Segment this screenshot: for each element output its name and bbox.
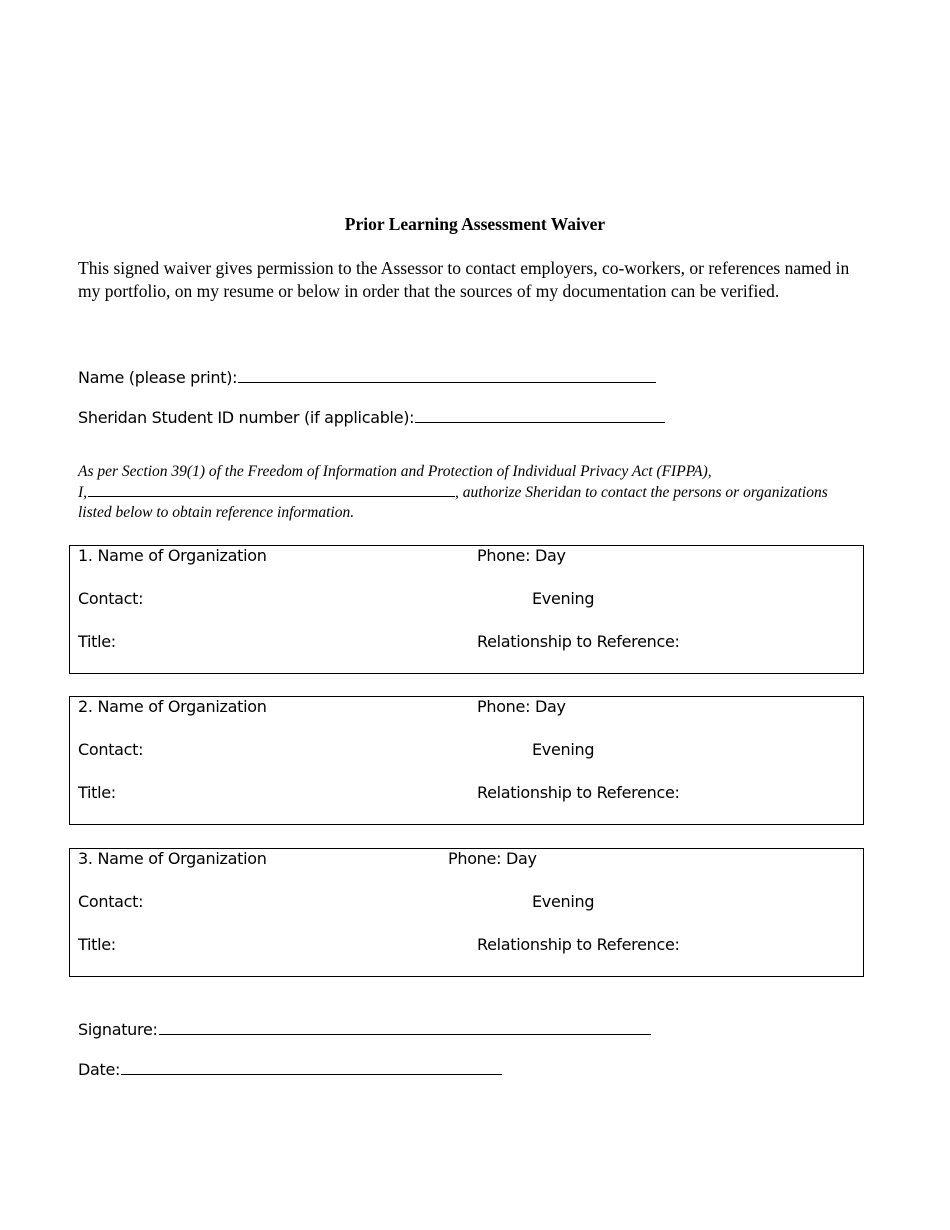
date-label: Date: <box>78 1060 121 1079</box>
evening-label: Evening <box>532 892 595 911</box>
fippa-line-3: listed below to obtain reference information. <box>78 504 355 521</box>
phone-day-label: Phone: Day <box>477 546 566 565</box>
reference-box-2 <box>69 696 864 825</box>
signature-input-line[interactable] <box>159 1017 651 1035</box>
date-row <box>78 1057 502 1079</box>
org-label: 3. Name of Organization <box>78 849 267 868</box>
signature-row <box>78 1017 651 1039</box>
title-label: Title: <box>78 935 116 954</box>
reference-box-1 <box>69 545 864 674</box>
intro-paragraph: This signed waiver gives permission to the Assessor to contact employers, co-workers, or references named in my portfolio, on my resume or below in order that the sources of my documentation can be verified. <box>78 258 850 301</box>
org-label: 2. Name of Organization <box>78 697 267 716</box>
student-id-input-line[interactable] <box>415 405 665 423</box>
document-title: Prior Learning Assessment Waiver <box>344 214 606 234</box>
signature-label: Signature: <box>78 1020 158 1039</box>
phone-day-label: Phone: Day <box>477 697 566 716</box>
title-label: Title: <box>78 783 116 802</box>
reference-box-3 <box>69 848 864 977</box>
relationship-label: Relationship to Reference: <box>477 783 680 802</box>
fippa-suffix: , authorize Sheridan to contact the persons or organizations <box>455 484 828 501</box>
contact-label: Contact: <box>78 892 144 911</box>
student-id-field-row <box>78 405 665 427</box>
contact-label: Contact: <box>78 740 144 759</box>
title-label: Title: <box>78 632 116 651</box>
date-input-line[interactable] <box>121 1057 502 1075</box>
org-label: 1. Name of Organization <box>78 546 267 565</box>
fippa-line-2 <box>78 482 878 503</box>
evening-label: Evening <box>532 740 595 759</box>
name-label: Name (please print): <box>78 368 238 387</box>
phone-day-label: Phone: Day <box>448 849 537 868</box>
contact-label: Contact: <box>78 589 144 608</box>
fippa-statement <box>78 462 878 523</box>
name-field-row <box>78 365 656 387</box>
fippa-prefix: I, <box>78 484 88 501</box>
relationship-label: Relationship to Reference: <box>477 935 680 954</box>
relationship-label: Relationship to Reference: <box>477 632 680 651</box>
fippa-line-1: As per Section 39(1) of the Freedom of Information and Protection of Individual Privacy Act (FIPPA), <box>78 463 712 480</box>
student-id-label: Sheridan Student ID number (if applicable): <box>78 408 415 427</box>
fippa-name-input-line[interactable] <box>88 482 455 497</box>
evening-label: Evening <box>532 589 595 608</box>
name-input-line[interactable] <box>238 365 656 383</box>
